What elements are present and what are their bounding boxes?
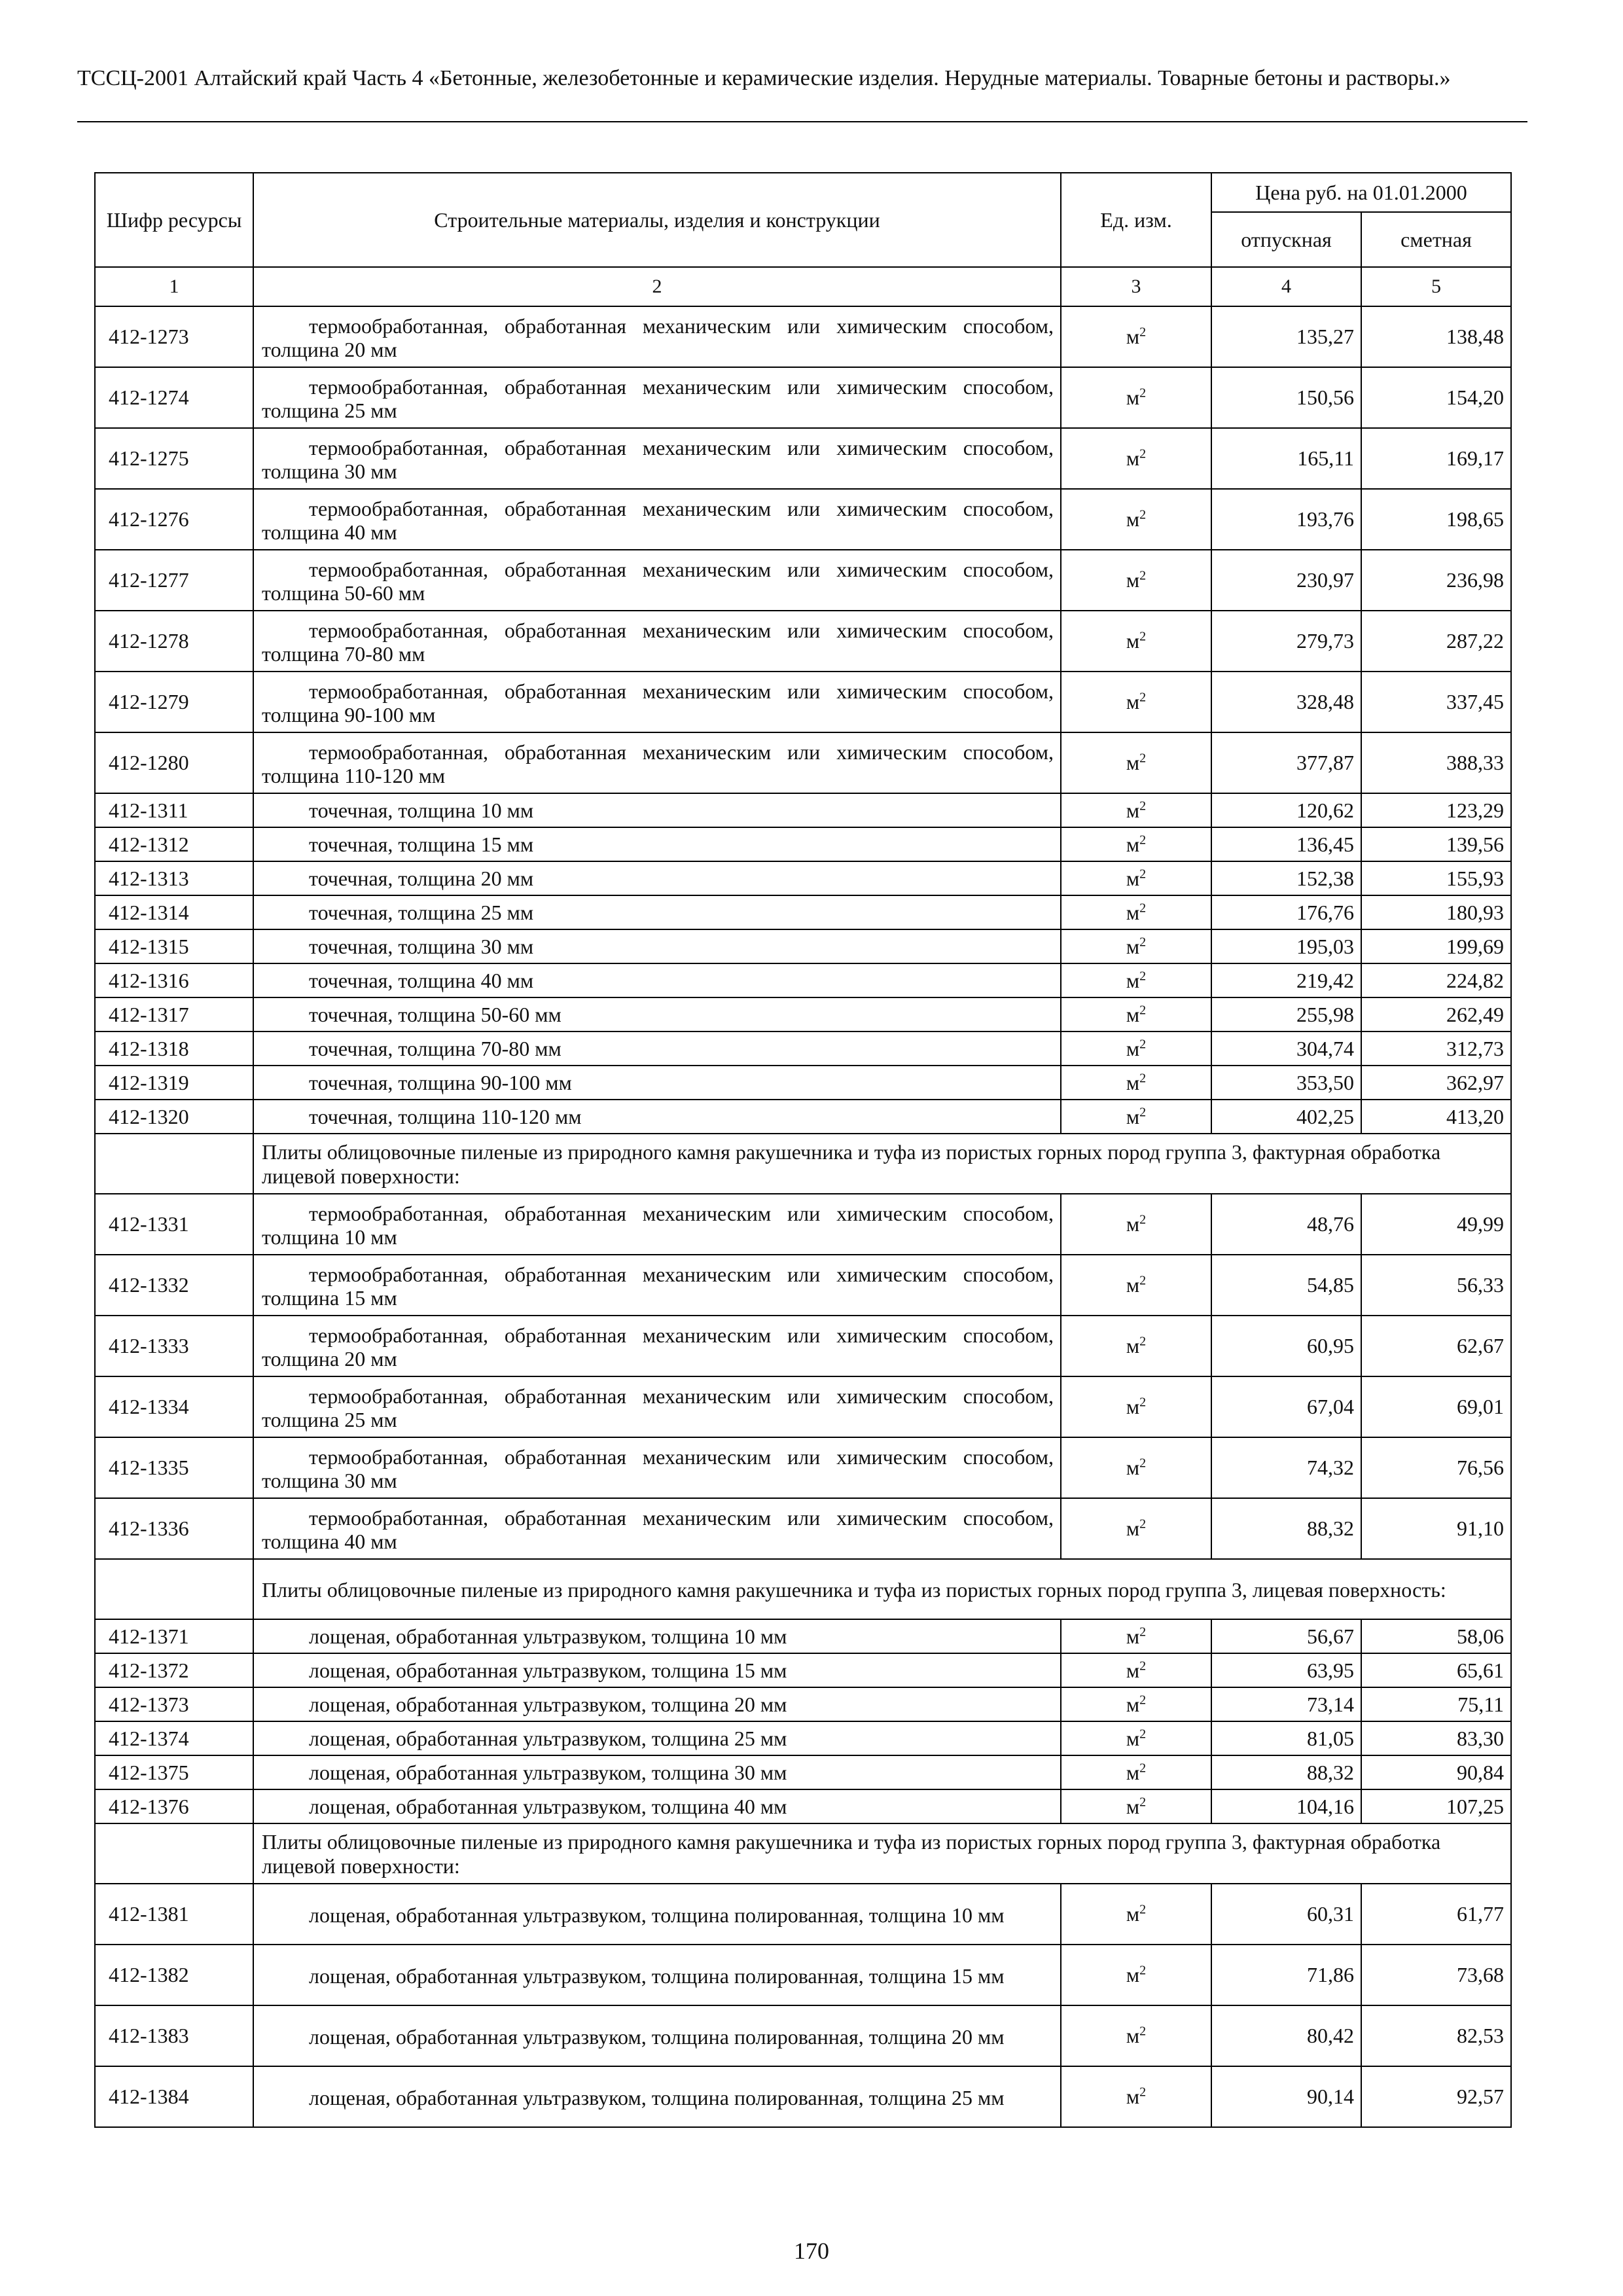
unit-exponent: 2 (1139, 866, 1147, 881)
release-price: 219,42 (1211, 963, 1361, 997)
material-description: лощеная, обработанная ультразвуком, толщина 20 мм (253, 1687, 1061, 1721)
estimate-price: 83,30 (1361, 1721, 1511, 1755)
unit-exponent: 2 (1139, 1456, 1147, 1471)
material-description: термообработанная, обработанная механическим или химическим способом, толщина 20 мм (253, 1316, 1061, 1376)
unit-cell (1061, 1755, 1211, 1789)
unit-base: м (1126, 1334, 1140, 1357)
estimate-price: 62,67 (1361, 1316, 1511, 1376)
unit-cell (1061, 732, 1211, 793)
unit-base: м (1126, 968, 1140, 992)
resource-code: 412-1316 (95, 963, 253, 997)
estimate-price: 90,84 (1361, 1755, 1511, 1789)
material-description: термообработанная, обработанная механическим или химическим способом, толщина 50-60 мм (253, 550, 1061, 611)
release-price: 135,27 (1211, 306, 1361, 367)
release-price: 165,11 (1211, 428, 1361, 489)
unit-base: м (1126, 325, 1140, 348)
material-description: термообработанная, обработанная механическим или химическим способом, толщина 25 мм (253, 367, 1061, 428)
unit-base: м (1126, 1395, 1140, 1418)
unit-cell (1061, 963, 1211, 997)
table-row (95, 1066, 1511, 1100)
unit-base: м (1126, 1692, 1140, 1716)
col-header-estimate: сметная (1361, 212, 1511, 267)
unit-cell (1061, 1100, 1211, 1134)
estimate-price: 91,10 (1361, 1498, 1511, 1559)
table-row (95, 367, 1511, 428)
unit-exponent: 2 (1139, 507, 1147, 522)
unit-base: м (1126, 832, 1140, 856)
resource-code: 412-1315 (95, 929, 253, 963)
table-row (95, 861, 1511, 895)
table-row (95, 793, 1511, 827)
release-price: 80,42 (1211, 2005, 1361, 2066)
estimate-price: 155,93 (1361, 861, 1511, 895)
unit-base: м (1126, 798, 1140, 822)
release-price: 136,45 (1211, 827, 1361, 861)
material-description: лощеная, обработанная ультразвуком, толщина полированная, толщина 20 мм (253, 2005, 1061, 2066)
resource-code: 412-1275 (95, 428, 253, 489)
material-description: термообработанная, обработанная механическим или химическим способом, толщина 70-80 мм (253, 611, 1061, 672)
unit-base: м (1126, 507, 1140, 531)
resource-code: 412-1317 (95, 997, 253, 1031)
unit-base: м (1126, 1516, 1140, 1540)
release-price: 67,04 (1211, 1376, 1361, 1437)
material-description: термообработанная, обработанная механическим или химическим способом, толщина 40 мм (253, 489, 1061, 550)
table-row (95, 1100, 1511, 1134)
col-header-code: Шифр ресурсы (95, 173, 253, 267)
estimate-price: 56,33 (1361, 1255, 1511, 1316)
unit-base: м (1126, 446, 1140, 470)
resource-code: 412-1314 (95, 895, 253, 929)
unit-base: м (1126, 1624, 1140, 1648)
material-description: лощеная, обработанная ультразвуком, толщина полированная, толщина 25 мм (253, 2066, 1061, 2127)
unit-exponent: 2 (1139, 1070, 1147, 1085)
resource-code: 412-1376 (95, 1789, 253, 1823)
group-header-row (95, 1134, 1511, 1194)
material-description: лощеная, обработанная ультразвуком, толщина 10 мм (253, 1619, 1061, 1653)
unit-cell (1061, 1687, 1211, 1721)
unit-cell (1061, 2005, 1211, 2066)
table-row (95, 1498, 1511, 1559)
release-price: 74,32 (1211, 1437, 1361, 1498)
estimate-price: 139,56 (1361, 827, 1511, 861)
table-row (95, 1653, 1511, 1687)
resource-code: 412-1373 (95, 1687, 253, 1721)
material-description: лощеная, обработанная ультразвуком, толщина 15 мм (253, 1653, 1061, 1687)
unit-exponent: 2 (1139, 1273, 1147, 1288)
unit-cell (1061, 1194, 1211, 1255)
estimate-price: 180,93 (1361, 895, 1511, 929)
table-row (95, 1945, 1511, 2005)
group-title: Плиты облицовочные пиленые из природного камня ракушечника и туфа из пористых горных пород группа 3, лицевая поверхность: (253, 1559, 1511, 1619)
table-row (95, 732, 1511, 793)
table-row (95, 997, 1511, 1031)
unit-exponent: 2 (1139, 1516, 1147, 1532)
unit-cell (1061, 1721, 1211, 1755)
unit-cell (1061, 611, 1211, 672)
unit-base: м (1126, 751, 1140, 774)
unit-exponent: 2 (1139, 1212, 1147, 1227)
unit-exponent: 2 (1139, 2024, 1147, 2039)
material-description: лощеная, обработанная ультразвуком, толщина полированная, толщина 15 мм (253, 1945, 1061, 2005)
release-price: 60,95 (1211, 1316, 1361, 1376)
header-rule (77, 121, 1527, 122)
unit-cell (1061, 1255, 1211, 1316)
estimate-price: 236,98 (1361, 550, 1511, 611)
table-row (95, 2005, 1511, 2066)
table-row (95, 428, 1511, 489)
material-description: точечная, толщина 25 мм (253, 895, 1061, 929)
estimate-price: 262,49 (1361, 997, 1511, 1031)
group-header-row (95, 1823, 1511, 1884)
unit-exponent: 2 (1139, 1395, 1147, 1410)
material-description: точечная, толщина 10 мм (253, 793, 1061, 827)
release-price: 304,74 (1211, 1031, 1361, 1066)
release-price: 279,73 (1211, 611, 1361, 672)
unit-exponent: 2 (1139, 832, 1147, 847)
unit-cell (1061, 306, 1211, 367)
unit-exponent: 2 (1139, 1963, 1147, 1978)
estimate-price: 388,33 (1361, 732, 1511, 793)
resource-code: 412-1273 (95, 306, 253, 367)
release-price: 150,56 (1211, 367, 1361, 428)
unit-exponent: 2 (1139, 1692, 1147, 1707)
unit-exponent: 2 (1139, 798, 1147, 813)
resource-code: 412-1313 (95, 861, 253, 895)
unit-exponent: 2 (1139, 1726, 1147, 1741)
unit-cell (1061, 827, 1211, 861)
material-description: термообработанная, обработанная механическим или химическим способом, толщина 15 мм (253, 1255, 1061, 1316)
estimate-price: 107,25 (1361, 1789, 1511, 1823)
group-title: Плиты облицовочные пиленые из природного камня ракушечника и туфа из пористых горных пород группа 3, фактурная обработка лицевой поверхности: (253, 1823, 1511, 1884)
release-price: 255,98 (1211, 997, 1361, 1031)
release-price: 377,87 (1211, 732, 1361, 793)
resource-code: 412-1274 (95, 367, 253, 428)
table-row (95, 1437, 1511, 1498)
estimate-price: 76,56 (1361, 1437, 1511, 1498)
page-number: 170 (794, 2238, 829, 2264)
unit-base: м (1126, 568, 1140, 592)
estimate-price: 169,17 (1361, 428, 1511, 489)
unit-cell (1061, 861, 1211, 895)
material-description: точечная, толщина 90-100 мм (253, 1066, 1061, 1100)
table-row (95, 489, 1511, 550)
table-row (95, 1687, 1511, 1721)
estimate-price: 312,73 (1361, 1031, 1511, 1066)
estimate-price: 337,45 (1361, 672, 1511, 732)
resource-code: 412-1278 (95, 611, 253, 672)
material-description: точечная, толщина 110-120 мм (253, 1100, 1061, 1134)
estimate-price: 199,69 (1361, 929, 1511, 963)
release-price: 104,16 (1211, 1789, 1361, 1823)
unit-exponent: 2 (1139, 1658, 1147, 1673)
unit-base: м (1126, 1104, 1140, 1128)
table-row (95, 1255, 1511, 1316)
table-row (95, 963, 1511, 997)
unit-exponent: 2 (1139, 386, 1147, 401)
material-description: лощеная, обработанная ультразвуком, толщина 40 мм (253, 1789, 1061, 1823)
estimate-price: 65,61 (1361, 1653, 1511, 1687)
unit-cell (1061, 1316, 1211, 1376)
unit-cell (1061, 895, 1211, 929)
col-number: 2 (253, 267, 1061, 306)
material-description: термообработанная, обработанная механическим или химическим способом, толщина 30 мм (253, 1437, 1061, 1498)
unit-base: м (1126, 1036, 1140, 1060)
unit-exponent: 2 (1139, 968, 1147, 983)
unit-cell (1061, 1498, 1211, 1559)
estimate-price: 154,20 (1361, 367, 1511, 428)
table-row (95, 550, 1511, 611)
col-header-unit: Ед. изм. (1061, 173, 1211, 267)
unit-cell (1061, 1884, 1211, 1945)
resource-code: 412-1312 (95, 827, 253, 861)
table-row (95, 1755, 1511, 1789)
table-row (95, 672, 1511, 732)
unit-exponent: 2 (1139, 1794, 1147, 1809)
release-price: 71,86 (1211, 1945, 1361, 2005)
group-code-cell (95, 1134, 253, 1194)
unit-exponent: 2 (1139, 900, 1147, 915)
group-header-row (95, 1559, 1511, 1619)
table-row (95, 1194, 1511, 1255)
unit-cell (1061, 1031, 1211, 1066)
resource-code: 412-1383 (95, 2005, 253, 2066)
table-row (95, 895, 1511, 929)
unit-base: м (1126, 1002, 1140, 1026)
material-description: термообработанная, обработанная механическим или химическим способом, толщина 25 мм (253, 1376, 1061, 1437)
estimate-price: 224,82 (1361, 963, 1511, 997)
unit-base: м (1126, 1760, 1140, 1784)
unit-exponent: 2 (1139, 2085, 1147, 2100)
unit-exponent: 2 (1139, 568, 1147, 583)
unit-exponent: 2 (1139, 446, 1147, 461)
estimate-price: 362,97 (1361, 1066, 1511, 1100)
release-price: 195,03 (1211, 929, 1361, 963)
estimate-price: 58,06 (1361, 1619, 1511, 1653)
material-description: лощеная, обработанная ультразвуком, толщина 30 мм (253, 1755, 1061, 1789)
estimate-price: 138,48 (1361, 306, 1511, 367)
unit-exponent: 2 (1139, 690, 1147, 705)
column-numbers-row (95, 267, 1511, 306)
release-price: 48,76 (1211, 1194, 1361, 1255)
unit-base: м (1126, 1070, 1140, 1094)
unit-cell (1061, 489, 1211, 550)
material-description: точечная, толщина 70-80 мм (253, 1031, 1061, 1066)
estimate-price: 69,01 (1361, 1376, 1511, 1437)
release-price: 120,62 (1211, 793, 1361, 827)
table-row (95, 827, 1511, 861)
unit-cell (1061, 1789, 1211, 1823)
unit-exponent: 2 (1139, 1002, 1147, 1017)
material-description: точечная, толщина 40 мм (253, 963, 1061, 997)
release-price: 90,14 (1211, 2066, 1361, 2127)
unit-base: м (1126, 629, 1140, 653)
unit-cell (1061, 1376, 1211, 1437)
group-title: Плиты облицовочные пиленые из природного камня ракушечника и туфа из пористых горных пород группа 3, фактурная обработка лицевой поверхности: (253, 1134, 1511, 1194)
release-price: 54,85 (1211, 1255, 1361, 1316)
estimate-price: 92,57 (1361, 2066, 1511, 2127)
resource-code: 412-1374 (95, 1721, 253, 1755)
unit-cell (1061, 672, 1211, 732)
resource-code: 412-1384 (95, 2066, 253, 2127)
resource-code: 412-1311 (95, 793, 253, 827)
resource-code: 412-1277 (95, 550, 253, 611)
unit-cell (1061, 2066, 1211, 2127)
table-row (95, 1316, 1511, 1376)
estimate-price: 287,22 (1361, 611, 1511, 672)
material-description: термообработанная, обработанная механическим или химическим способом, толщина 110-120 мм (253, 732, 1061, 793)
unit-base: м (1126, 1273, 1140, 1297)
table-row (95, 1789, 1511, 1823)
resource-code: 412-1382 (95, 1945, 253, 2005)
resource-code: 412-1331 (95, 1194, 253, 1255)
unit-exponent: 2 (1139, 629, 1147, 644)
release-price: 328,48 (1211, 672, 1361, 732)
unit-base: м (1126, 1794, 1140, 1818)
resource-code: 412-1381 (95, 1884, 253, 1945)
unit-exponent: 2 (1139, 1334, 1147, 1349)
unit-base: м (1126, 1902, 1140, 1926)
material-description: точечная, толщина 15 мм (253, 827, 1061, 861)
release-price: 81,05 (1211, 1721, 1361, 1755)
table-row (95, 1376, 1511, 1437)
unit-cell (1061, 1066, 1211, 1100)
unit-cell (1061, 367, 1211, 428)
col-header-price: Цена руб. на 01.01.2000 (1211, 173, 1511, 212)
resource-code: 412-1371 (95, 1619, 253, 1653)
material-description: лощеная, обработанная ультразвуком, толщина полированная, толщина 10 мм (253, 1884, 1061, 1945)
resource-code: 412-1332 (95, 1255, 253, 1316)
unit-base: м (1126, 386, 1140, 409)
unit-cell (1061, 929, 1211, 963)
material-description: термообработанная, обработанная механическим или химическим способом, толщина 40 мм (253, 1498, 1061, 1559)
table-row (95, 306, 1511, 367)
unit-base: м (1126, 690, 1140, 713)
resource-code: 412-1336 (95, 1498, 253, 1559)
unit-cell (1061, 1653, 1211, 1687)
release-price: 56,67 (1211, 1619, 1361, 1653)
table-row (95, 1884, 1511, 1945)
release-price: 402,25 (1211, 1100, 1361, 1134)
estimate-price: 198,65 (1361, 489, 1511, 550)
table-body (95, 306, 1511, 2127)
unit-exponent: 2 (1139, 751, 1147, 766)
unit-exponent: 2 (1139, 1036, 1147, 1051)
unit-cell (1061, 550, 1211, 611)
col-number: 4 (1211, 267, 1361, 306)
unit-base: м (1126, 934, 1140, 958)
unit-cell (1061, 1437, 1211, 1498)
unit-cell (1061, 793, 1211, 827)
unit-base: м (1126, 900, 1140, 924)
release-price: 353,50 (1211, 1066, 1361, 1100)
col-number: 1 (95, 267, 253, 306)
unit-base: м (1126, 1963, 1140, 1986)
table-row (95, 2066, 1511, 2127)
table-head (95, 173, 1511, 306)
unit-base: м (1126, 1726, 1140, 1750)
unit-exponent: 2 (1139, 1624, 1147, 1639)
table-row (95, 1031, 1511, 1066)
table-row (95, 929, 1511, 963)
unit-base: м (1126, 1456, 1140, 1479)
unit-cell (1061, 1945, 1211, 2005)
release-price: 152,38 (1211, 861, 1361, 895)
resource-code: 412-1334 (95, 1376, 253, 1437)
release-price: 193,76 (1211, 489, 1361, 550)
material-description: термообработанная, обработанная механическим или химическим способом, толщина 20 мм (253, 306, 1061, 367)
unit-exponent: 2 (1139, 325, 1147, 340)
col-header-name: Строительные материалы, изделия и конструкции (253, 173, 1061, 267)
material-description: термообработанная, обработанная механическим или химическим способом, толщина 30 мм (253, 428, 1061, 489)
price-table (94, 172, 1512, 2128)
estimate-price: 49,99 (1361, 1194, 1511, 1255)
material-description: термообработанная, обработанная механическим или химическим способом, толщина 10 мм (253, 1194, 1061, 1255)
unit-cell (1061, 428, 1211, 489)
material-description: точечная, толщина 30 мм (253, 929, 1061, 963)
estimate-price: 82,53 (1361, 2005, 1511, 2066)
col-number: 3 (1061, 267, 1211, 306)
group-code-cell (95, 1823, 253, 1884)
col-number: 5 (1361, 267, 1511, 306)
unit-base: м (1126, 1658, 1140, 1682)
release-price: 230,97 (1211, 550, 1361, 611)
material-description: точечная, толщина 50-60 мм (253, 997, 1061, 1031)
page-header: ТССЦ-2001 Алтайский край Часть 4 «Бетонные, железобетонные и керамические изделия. Нерудные материалы. Товарные бетоны и растворы.» (77, 66, 1451, 90)
resource-code: 412-1320 (95, 1100, 253, 1134)
unit-exponent: 2 (1139, 1104, 1147, 1119)
unit-base: м (1126, 2085, 1140, 2108)
resource-code: 412-1333 (95, 1316, 253, 1376)
unit-cell (1061, 1619, 1211, 1653)
resource-code: 412-1319 (95, 1066, 253, 1100)
table-row (95, 1619, 1511, 1653)
release-price: 63,95 (1211, 1653, 1361, 1687)
resource-code: 412-1375 (95, 1755, 253, 1789)
unit-base: м (1126, 866, 1140, 890)
resource-code: 412-1276 (95, 489, 253, 550)
release-price: 88,32 (1211, 1498, 1361, 1559)
resource-code: 412-1279 (95, 672, 253, 732)
estimate-price: 61,77 (1361, 1884, 1511, 1945)
material-description: термообработанная, обработанная механическим или химическим способом, толщина 90-100 мм (253, 672, 1061, 732)
table-row (95, 1721, 1511, 1755)
col-header-release: отпускная (1211, 212, 1361, 267)
estimate-price: 75,11 (1361, 1687, 1511, 1721)
estimate-price: 73,68 (1361, 1945, 1511, 2005)
resource-code: 412-1280 (95, 732, 253, 793)
unit-cell (1061, 997, 1211, 1031)
estimate-price: 123,29 (1361, 793, 1511, 827)
unit-base: м (1126, 2024, 1140, 2047)
resource-code: 412-1335 (95, 1437, 253, 1498)
release-price: 60,31 (1211, 1884, 1361, 1945)
release-price: 176,76 (1211, 895, 1361, 929)
release-price: 73,14 (1211, 1687, 1361, 1721)
unit-base: м (1126, 1212, 1140, 1236)
release-price: 88,32 (1211, 1755, 1361, 1789)
group-code-cell (95, 1559, 253, 1619)
unit-exponent: 2 (1139, 934, 1147, 949)
estimate-price: 413,20 (1361, 1100, 1511, 1134)
unit-exponent: 2 (1139, 1902, 1147, 1917)
unit-exponent: 2 (1139, 1760, 1147, 1775)
material-description: лощеная, обработанная ультразвуком, толщина 25 мм (253, 1721, 1061, 1755)
resource-code: 412-1318 (95, 1031, 253, 1066)
resource-code: 412-1372 (95, 1653, 253, 1687)
table-row (95, 611, 1511, 672)
material-description: точечная, толщина 20 мм (253, 861, 1061, 895)
